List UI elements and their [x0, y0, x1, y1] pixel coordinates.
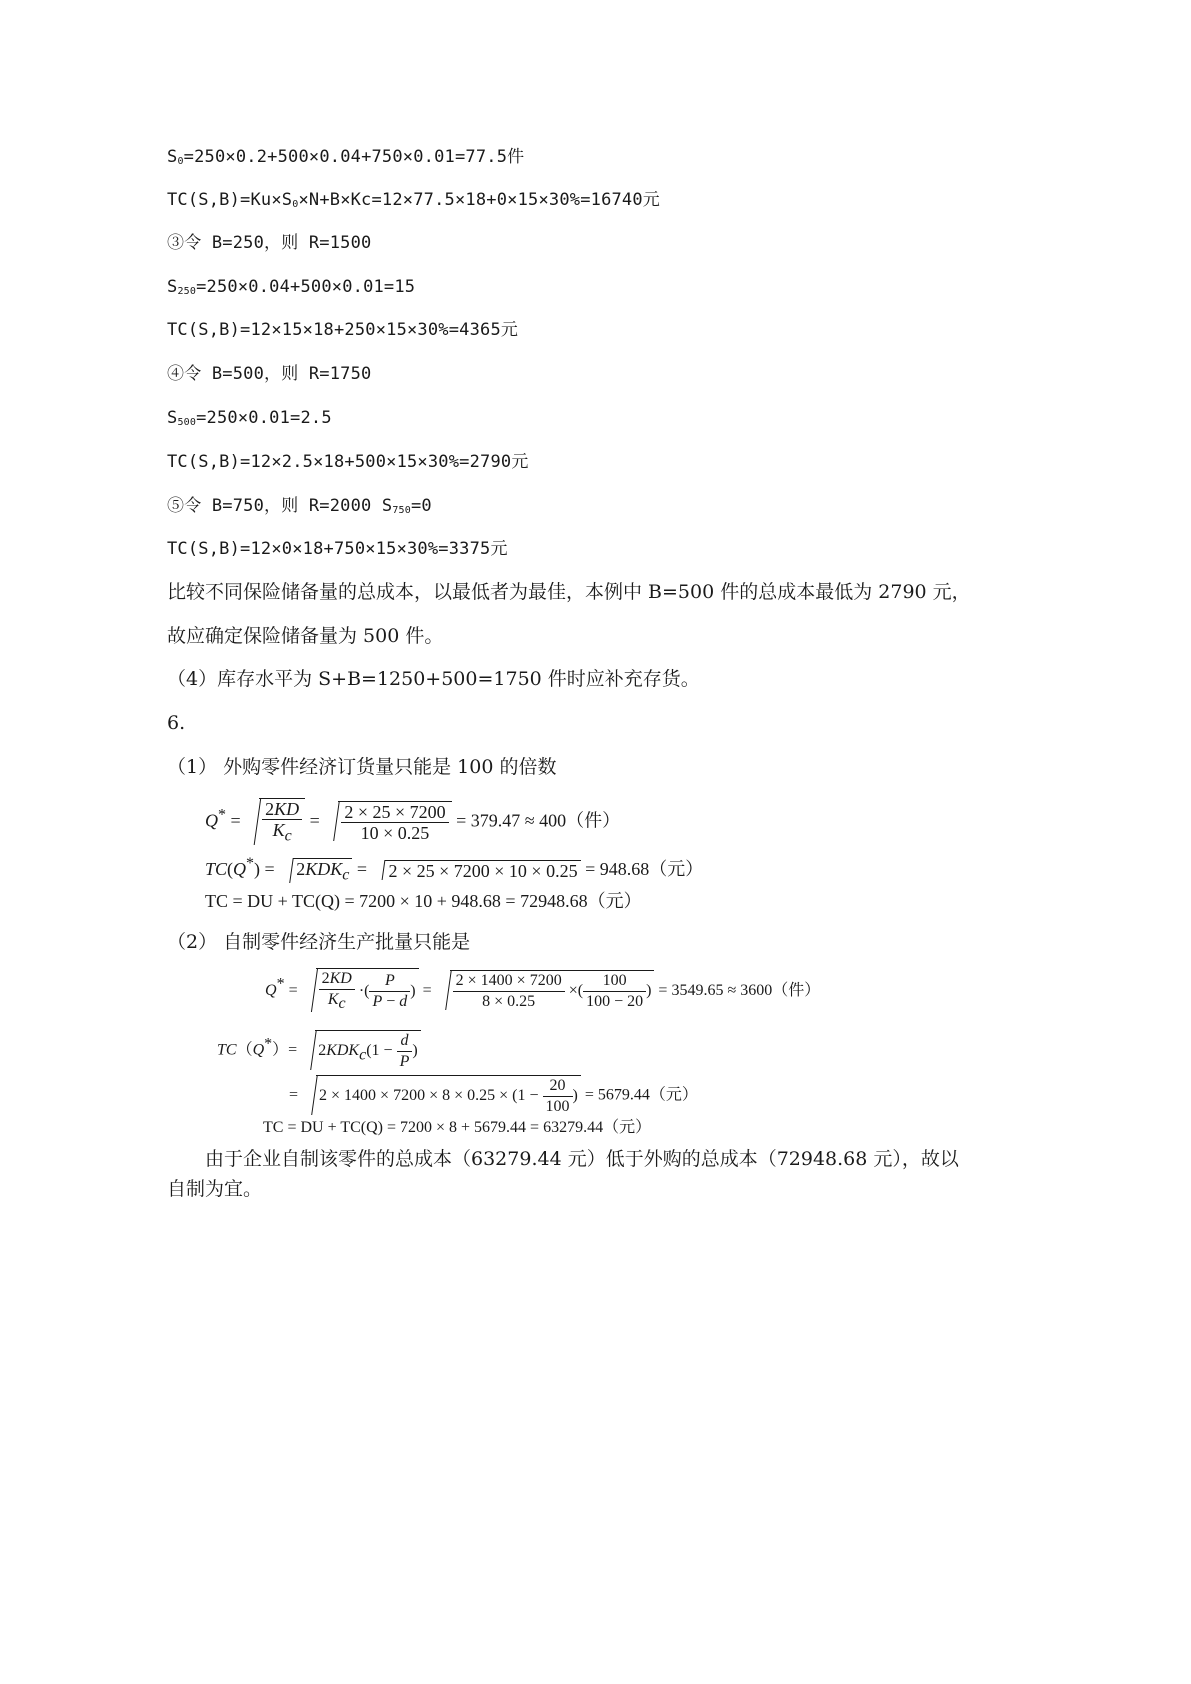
paragraph-line: （4）库存水平为 S+B=1250+500=1750 件时应补充存货。	[167, 668, 700, 690]
text-line: $S_{500}=250\times 0.01=2.5$	[167, 408, 332, 428]
conclusion-line: 自制为宜。	[167, 1178, 263, 1200]
text-line: ④令 B=500，则 R=1750	[167, 364, 372, 384]
paragraph-line: 比较不同保险储备量的总成本，以最低者为最佳，本例中 B=500 件的总成本最低为 2790 元，	[167, 581, 971, 603]
formula-purchase-total: TC = DU + TC(Q) = 7200 × 10 + 948.68 = 72948.68（元）	[205, 891, 642, 911]
text-line: TC(S,B)=12×0×18+750×15×30%=3375元	[167, 539, 508, 559]
text-line: $S_{250}=250\times 0.04+500\times 0.01=15$	[167, 277, 416, 297]
text-line: $S_0=250\times 0.2+500\times 0.04+750\times 0.01=77.5$件	[167, 147, 525, 167]
subsection-heading: （2） 自制零件经济生产批量只能是	[167, 931, 471, 953]
formula-epq: Q* = $\frac{2KD}{K_c}$ ·( $\frac{P}{P - d}$ ) = $\frac{2 \times 1400 \times 7200}{8 \times 0.25}$ ×( $\frac{100}{100 - 20}$ ) = 3549.65 ≈ 3600（件）	[265, 970, 821, 1013]
text-line: ⑤令 B=750，则 R=2000 $S_{750}=0$	[167, 496, 432, 516]
formula-total-cost: $TC(Q^*) = 2KDK_c = 2 \times 25 \times 7200 \times 10 \times 0.25 = 948.68$（元）	[205, 855, 704, 884]
formula-epq-cost: $TC(Q^*)= 2KDK_c(1$ − $\frac{d}{P}$ )	[217, 1030, 421, 1072]
section-number: 6.	[167, 712, 186, 734]
conclusion-line: 由于企业自制该零件的总成本（63279.44 元）低于外购的总成本（72948.68 元），故以	[205, 1148, 959, 1170]
text-line: TC(S,B)=12×2.5×18+500×15×30%=2790元	[167, 452, 529, 472]
text-line: TC(S,B)=12×15×18+250×15×30%=4365元	[167, 320, 519, 340]
subsection-heading: （1） 外购零件经济订货量只能是 100 的倍数	[167, 756, 557, 778]
text-line: ③令 B=250，则 R=1500	[167, 233, 372, 253]
paragraph-line: 故应确定保险储备量为 500 件。	[167, 625, 444, 647]
text-line: $TC(S,B)=Ku\times S_0\times N+B\times Kc=12\times 77.5\times 18+0\times 15\times 30\%=16740$元	[167, 190, 661, 210]
formula-make-total: TC = DU + TC(Q) = 7200 × 8 + 5679.44 = 63279.44（元）	[263, 1119, 652, 1136]
formula-epq-cost-value: = 2 × 1400 × 7200 × 8 × 0.25 × (1 − $\frac{20}{100}$ ) = 5679.44（元）	[289, 1077, 698, 1115]
formula-eoq: Q* = $\frac{2KD}{K_c}$ = $\frac{2 \times 25 \times 7200}{10 \times 0.25}$ = 379.47 ≈ 400（件）	[205, 799, 621, 845]
